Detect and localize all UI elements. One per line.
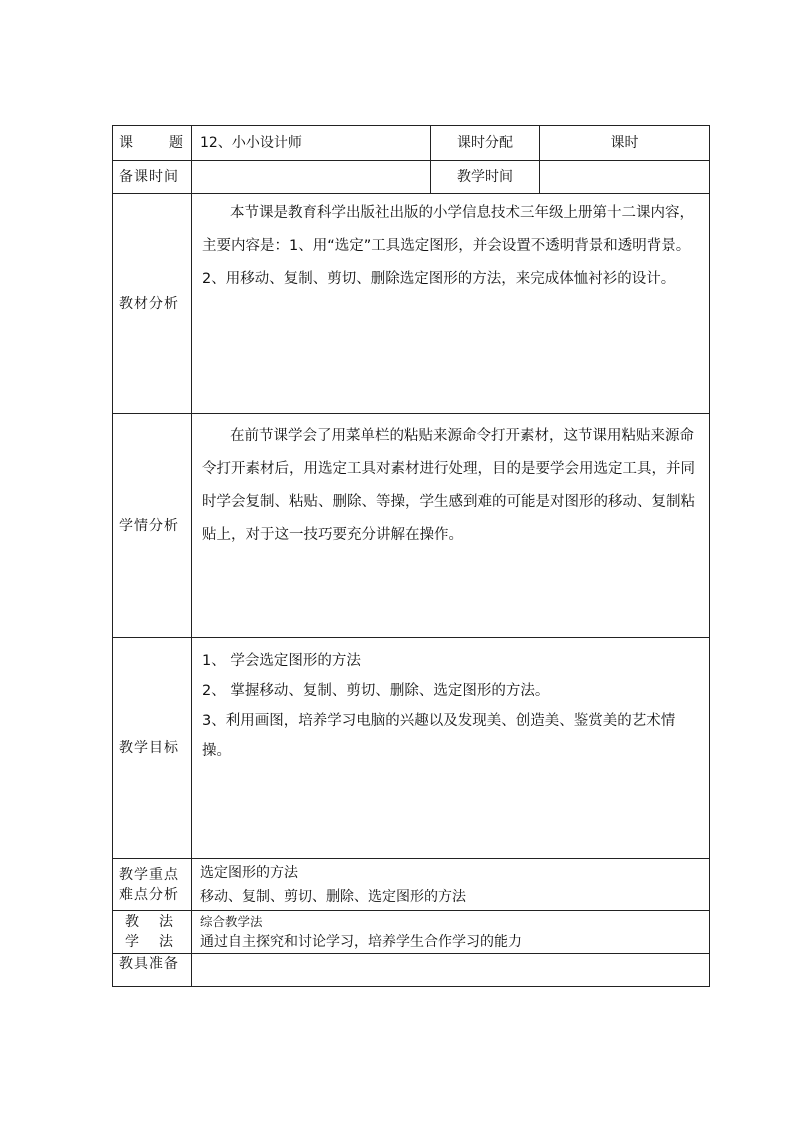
material-analysis-text: 本节课是教育科学出版社出版的小学信息技术三年级上册第十二课内容，主要内容是：1、用“选定”工具选定图形，并会设置不透明背景和透明背景。2、用移动、复制、剪切、删除选定图形的方法，来完成体恤衬衫的设计。 (202, 205, 694, 287)
teaching-goals-label: 教学目标 (113, 638, 192, 859)
methods-label-cell (113, 911, 192, 954)
topic-label-b: 题 (169, 135, 183, 151)
goal-item: 2、 掌握移动、复制、剪切、删除、选定图形的方法。 (202, 683, 550, 699)
teach-method-text: 综合教学法 (200, 914, 263, 929)
goal-item: 1、 学会选定图形的方法 (202, 653, 361, 669)
key-label-line1: 教学重点 (119, 866, 179, 883)
topic-label-a: 课 (119, 135, 133, 151)
difficulty-text: 移动、复制、剪切、删除、选定图形的方法 (200, 888, 466, 905)
period-label: 课时分配 (431, 126, 540, 161)
learn-label-b: 法 (159, 934, 173, 950)
tools-label: 教具准备 (113, 954, 192, 987)
prep-time-value (192, 161, 431, 194)
teach-label-a: 教 (125, 914, 139, 930)
prep-time-label: 备课时间 (113, 161, 192, 194)
learn-method-text: 通过自主探究和讨论学习，培养学生合作学习的能力 (200, 934, 522, 950)
teach-time-value (540, 161, 710, 194)
row-material-analysis (113, 194, 710, 414)
row-student-analysis (113, 414, 710, 638)
topic-label-cell (113, 126, 192, 161)
key-point-text: 选定图形的方法 (200, 864, 298, 881)
period-value: 课时 (540, 126, 710, 161)
learn-label-a: 学 (125, 934, 139, 950)
key-points-label (113, 859, 192, 911)
row-key-points (113, 859, 710, 911)
row-methods (113, 911, 710, 954)
row-prep-time (113, 161, 710, 194)
teach-label-b: 法 (159, 914, 173, 930)
row-topic (113, 126, 710, 161)
row-tools (113, 954, 710, 987)
tools-value (192, 954, 710, 987)
student-analysis-text: 在前节课学会了用菜单栏的粘贴来源命令打开素材，这节课用粘贴来源命令打开素材后，用选定工具对素材进行处理，目的是要学会用选定工具，并同时学会复制、粘贴、删除、等操，学生感到难的可能是对图形的移动、复制粘贴上，对于这一技巧要充分讲解在操作。 (202, 428, 695, 543)
material-analysis-label: 教材分析 (113, 194, 192, 414)
lesson-plan-table (112, 125, 710, 987)
row-teaching-goals (113, 638, 710, 859)
key-label-line2: 难点分析 (119, 886, 179, 903)
topic-value: 12、小小设计师 (192, 126, 431, 161)
teaching-goals-list (192, 638, 709, 766)
goal-item: 3、利用画图，培养学习电脑的兴趣以及发现美、创造美、鉴赏美的艺术情操。 (202, 713, 676, 759)
student-analysis-label: 学情分析 (113, 414, 192, 638)
teach-time-label: 教学时间 (431, 161, 540, 194)
